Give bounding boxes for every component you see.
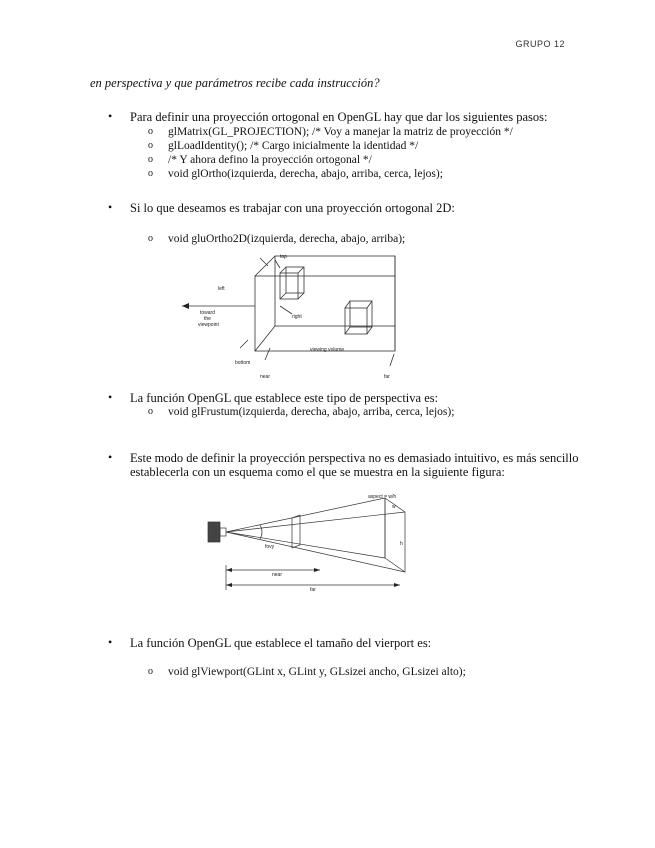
bullet-text: La función OpenGL que establece este tipo de perspectiva es: [130,391,439,405]
bullet-dot: • [108,450,113,464]
ortho-viewing-volume-figure [180,248,420,383]
sub-item-text: void glOrtho(izquierda, derecha, abajo, arriba, cerca, lejos); [168,168,443,180]
label-viewing-volume: viewing volume [310,347,345,353]
label-toward: toward [200,310,216,316]
bullet-text-line1: Este modo de definir la proyección perspectiva no es demasiado intuitivo, es más sencillo [130,451,579,465]
cube-2 [345,308,367,334]
label-fovy: fovy [265,544,275,550]
label-near: near [272,572,283,578]
label-left: left [218,286,225,292]
intro-question: en perspectiva y que parámetros recibe cada instrucción? [90,76,380,90]
arrow-head [182,303,189,309]
bullet-text-line2: establecerla con un esquema como el que se muestra en la siguiente figura: [130,465,505,479]
label-w: w [392,504,396,510]
page-header-group: GRUPO 12 [515,39,565,49]
bullet-dot: • [108,635,113,649]
label-aspect: aspect = w/h [368,494,397,500]
label-h: h [400,541,403,547]
sub-item-text: void glViewport(GLint x, GLint y, GLsizei ancho, GLsizei alto); [168,666,466,678]
sub-item-text: glLoadIdentity(); /* Cargo inicialmente la identidad */ [168,140,419,152]
label-viewpoint: viewpoint [198,322,219,328]
label-near: near [260,374,271,380]
perspective-frustum-figure [200,490,410,600]
sub-item-text: void glFrustum(izquierda, derecha, abajo, arriba, cerca, lejos); [168,406,455,418]
label-far: far [384,374,390,380]
bullet-dot: • [108,390,113,404]
sub-item-text: glMatrix(GL_PROJECTION); /* Voy a manejar la matriz de proyección */ [168,126,513,138]
camera-icon [208,522,220,542]
sub-item-text: /* Y ahora defino la proyección ortogonal */ [168,154,372,166]
bullet-text: La función OpenGL que establece el tamaño del vierport es: [130,636,432,650]
label-right: right [292,314,302,320]
cube-1 [280,273,298,299]
label-top: top [280,254,287,260]
bullet-text: Para definir una proyección ortogonal en OpenGL hay que dar los siguientes pasos: [130,110,548,124]
label-bottom: bottom [235,360,251,366]
sub-item-text: void gluOrtho2D(izquierda, derecha, abajo, arriba); [168,233,406,245]
bullet-text: Si lo que deseamos es trabajar con una proyección ortogonal 2D: [130,201,455,215]
label-the: the [204,316,211,322]
bullet-dot: • [108,200,113,214]
bullet-dot: • [108,109,113,123]
label-far: far [310,587,316,593]
volume-front-face [255,276,395,351]
